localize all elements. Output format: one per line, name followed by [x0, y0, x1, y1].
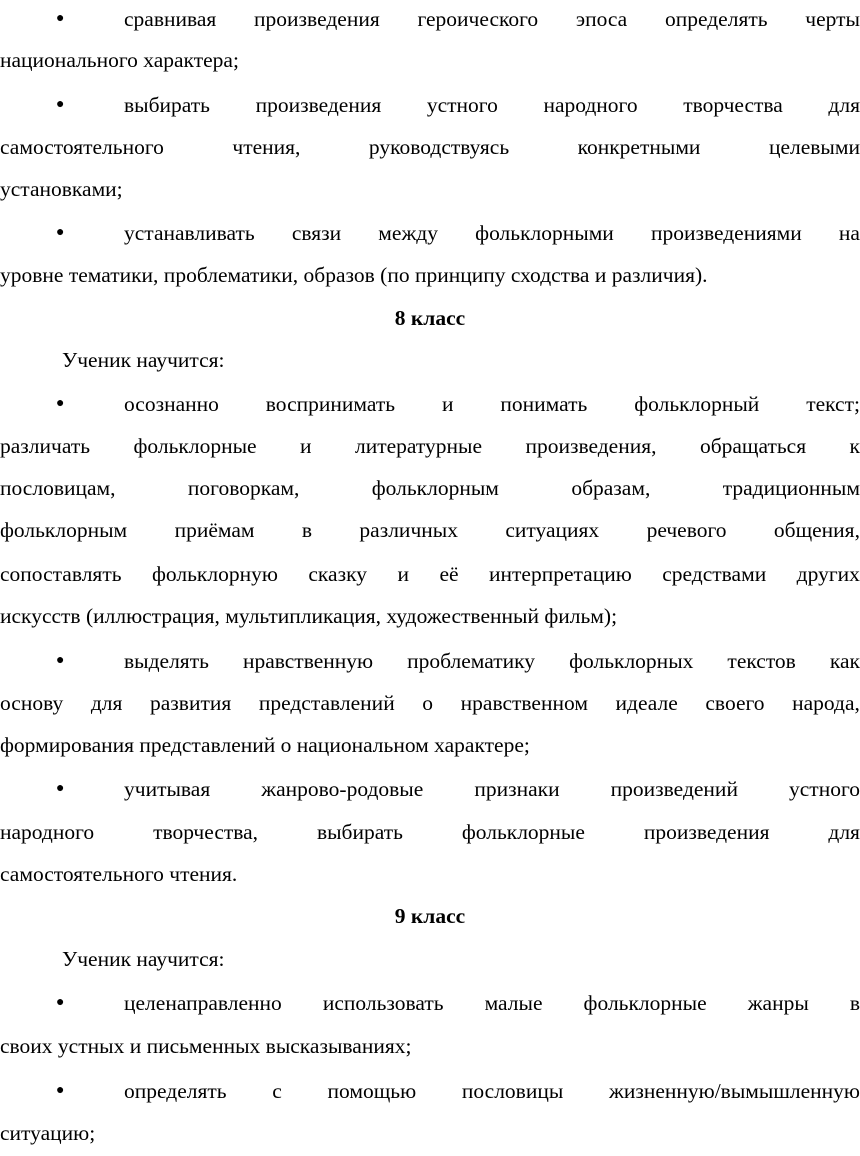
word: пословицы [461, 1079, 564, 1103]
word: пословицам, [0, 476, 116, 500]
text-line: национального характера; [0, 48, 239, 72]
text-line: формирования представлений о национальном характере; [0, 733, 530, 757]
text-line [0, 688, 860, 718]
word: творчества [683, 93, 783, 117]
bullet-icon: ● [56, 995, 65, 1010]
word: жанрово-родовые [261, 777, 424, 801]
text-line [124, 218, 860, 248]
bullet-icon: ● [56, 11, 65, 26]
word: различных [359, 518, 458, 542]
text-line [0, 817, 860, 847]
word: образам, [571, 476, 651, 500]
word: признаки [474, 777, 560, 801]
word: и [300, 434, 312, 458]
word: руководствуясь [368, 135, 510, 159]
word: произведения, [525, 434, 657, 458]
word: её [439, 562, 459, 586]
word: в [301, 518, 313, 542]
bullet-icon: ● [56, 1083, 65, 1098]
section-heading: 9 класс [394, 904, 466, 928]
text-line [124, 1076, 860, 1106]
word: малые [484, 991, 543, 1015]
word: для [90, 691, 123, 715]
word: определять [664, 7, 768, 31]
intro-text: Ученик научится: [62, 947, 225, 971]
word: своего [705, 691, 765, 715]
word: сопоставлять [0, 562, 122, 586]
word: фольклорные [133, 434, 257, 458]
word: выбирать [124, 93, 210, 117]
section-heading: 8 класс [394, 306, 466, 330]
word: общения, [773, 518, 860, 542]
text-line: своих устных и письменных высказываниях; [0, 1034, 412, 1058]
word: и [397, 562, 409, 586]
text-line: самостоятельного чтения. [0, 862, 238, 886]
word: для [828, 93, 860, 117]
bullet-icon: ● [56, 225, 65, 240]
word: средствами [662, 562, 767, 586]
word: устного [789, 777, 860, 801]
text-line: искусств (иллюстрация, мультипликация, художественный фильм); [0, 604, 618, 628]
word: традиционным [722, 476, 860, 500]
word: произведениями [650, 221, 802, 245]
word: выделять [124, 649, 209, 673]
word: для [828, 820, 860, 844]
text-line: ситуацию; [0, 1121, 96, 1145]
word: фольклорные [583, 991, 707, 1015]
word: героического [417, 7, 539, 31]
word: других [796, 562, 860, 586]
word: поговоркам, [187, 476, 300, 500]
word: текстов [727, 649, 796, 673]
word: самостоятельного [0, 135, 164, 159]
word: конкретными [577, 135, 701, 159]
word: фольклорные [461, 820, 585, 844]
word: с [272, 1079, 282, 1103]
word: народного [543, 93, 638, 117]
word: жизненную/вымышленную [608, 1079, 860, 1103]
word: в [849, 991, 860, 1015]
word: связи [291, 221, 342, 245]
word: идеале [615, 691, 678, 715]
word: воспринимать [265, 392, 396, 416]
word: определять [124, 1079, 227, 1103]
word: сравнивая [124, 7, 217, 31]
bullet-icon: ● [56, 396, 65, 411]
bullet-icon: ● [56, 653, 65, 668]
word: интерпретацию [489, 562, 632, 586]
word: осознанно [124, 392, 219, 416]
word: обращаться [699, 434, 807, 458]
word: устанавливать [124, 221, 255, 245]
text-line [0, 473, 860, 503]
text-line [0, 515, 860, 545]
word: приёмам [174, 518, 255, 542]
word: фольклорным [0, 518, 128, 542]
word: целенаправленно [124, 991, 282, 1015]
word: устного [426, 93, 498, 117]
text-line [124, 4, 860, 34]
word: и [441, 392, 454, 416]
word: фольклорную [151, 562, 278, 586]
text-line [124, 774, 860, 804]
bullet-icon: ● [56, 781, 65, 796]
word: чтения, [232, 135, 301, 159]
word: текст; [806, 392, 860, 416]
word: как [829, 649, 860, 673]
word: к [849, 434, 860, 458]
word: сказку [308, 562, 367, 586]
text-line [0, 431, 860, 461]
word: фольклорный [634, 392, 760, 416]
intro-text: Ученик научится: [62, 348, 225, 372]
word: о [422, 691, 434, 715]
word: развития [150, 691, 232, 715]
word: произведения [643, 820, 770, 844]
word: жанры [747, 991, 809, 1015]
word: произведения [254, 7, 380, 31]
word: фольклорным [371, 476, 499, 500]
text-line [124, 90, 860, 120]
word: проблематику [407, 649, 536, 673]
word: ситуациях [505, 518, 600, 542]
text-line [124, 988, 860, 1018]
word: основу [0, 691, 64, 715]
word: творчества, [153, 820, 259, 844]
word: фольклорными [475, 221, 614, 245]
word: черты [805, 7, 860, 31]
word: произведения [255, 93, 382, 117]
text-line: установками; [0, 177, 123, 201]
bullet-icon: ● [56, 97, 65, 112]
word: народного [0, 820, 95, 844]
text-line [124, 389, 860, 419]
word: нравственную [242, 649, 374, 673]
word: на [838, 221, 860, 245]
word: использовать [322, 991, 444, 1015]
word: произведений [610, 777, 738, 801]
word: речевого [646, 518, 727, 542]
word: народа, [792, 691, 860, 715]
word: эпоса [575, 7, 628, 31]
word: целевыми [768, 135, 860, 159]
word: понимать [500, 392, 588, 416]
word: представлений [258, 691, 395, 715]
text-line [0, 132, 860, 162]
word: нравственном [460, 691, 588, 715]
text-line [124, 646, 860, 676]
word: выбирать [316, 820, 403, 844]
word: фольклорных [569, 649, 694, 673]
word: между [378, 221, 438, 245]
text-line: уровне тематики, проблематики, образов (по принципу сходства и различия). [0, 263, 708, 287]
word: различать [0, 434, 91, 458]
text-line [0, 559, 860, 589]
word: учитывая [124, 777, 211, 801]
word: помощью [327, 1079, 417, 1103]
word: литературные [354, 434, 482, 458]
